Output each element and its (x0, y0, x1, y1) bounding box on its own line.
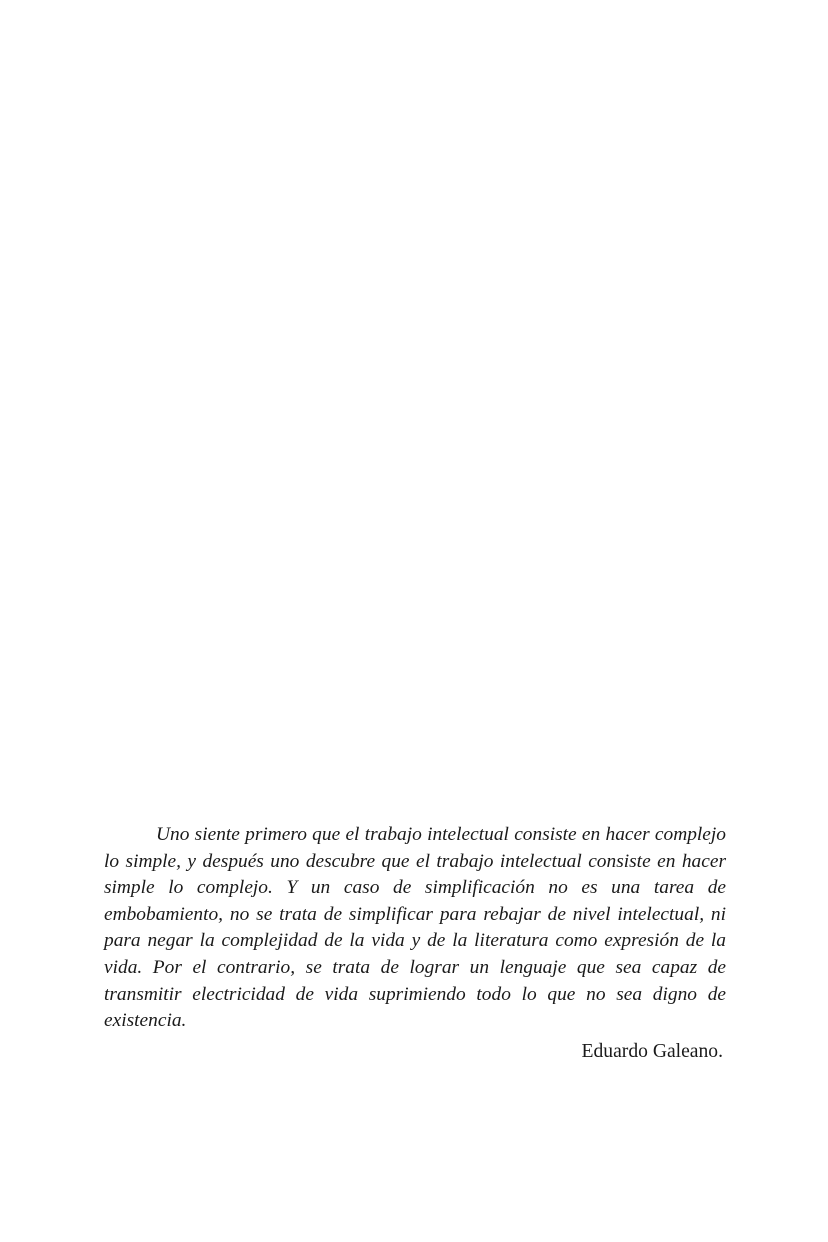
epigraph (104, 822, 726, 1065)
epigraph-attribution: Eduardo Galeano. (581, 1040, 723, 1062)
epigraph-quote: Uno siente primero que el trabajo intelectual consiste en hacer complejo lo simple, y después uno descubre que el trabajo intelectual consiste en hacer simple lo complejo. Y un caso de simplificación no es una tarea de embobamiento, no se trata de simplificar para rebajar de nivel intelectual, ni para negar la complejidad de la vida y de la literatura como expresión de la vida. Por el contrario, se trata de lograr un lenguaje que sea capaz de transmitir electricidad de vida suprimiendo todo lo que no sea digno de existencia. (104, 824, 726, 1032)
